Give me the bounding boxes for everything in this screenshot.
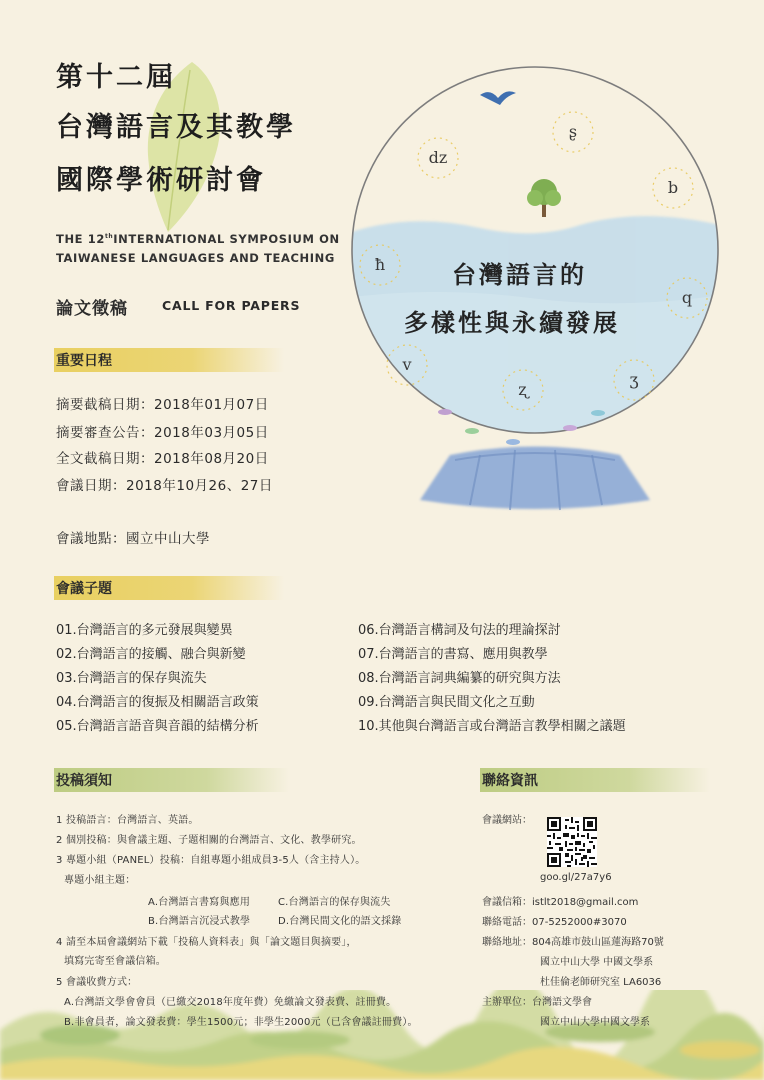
submission-heading: 投稿須知 [54,768,289,792]
submission-line-4: 4 請至本屆會議網站下載「投稿人資料表」與「論文題目與摘要」， [56,937,357,948]
title-line-3: 國際學術研討會 [56,165,266,196]
panel-topic-a: A.台灣語言書寫與應用 [148,897,251,908]
topic-07: 07.台灣語言的書寫、應用與教學 [358,647,548,662]
organizer: 主辦單位：台灣語文學會 [482,997,592,1008]
topic-02: 02.台灣語言的接觸、融合與新變 [56,647,246,662]
phonetic-symbol-z-retroflex: ʐ [518,380,528,399]
venue: 會議地點：國立中山大學 [56,531,210,547]
contact-heading: 聯絡資訊 [480,768,710,792]
contact-address-dept: 國立中山大學 中國文學系 [540,957,654,968]
phonetic-symbol-h-bar: ħ [374,255,386,274]
panel-topic-c: C.台灣語言的保存與流失 [278,897,391,908]
panel-topic-b: B.台灣語言沉浸式教學 [148,916,251,927]
topic-10: 10.其他與台灣語言或台灣語言教學相關之議題 [358,719,626,734]
topic-04: 04.台灣語言的復振及相關語言政策 [56,695,259,710]
phonetic-symbol-q: q [681,288,693,307]
topics-heading: 會議子題 [54,576,284,600]
panel-topic-d: D.台灣民間文化的語文採錄 [278,916,402,927]
contact-email[interactable]: 會議信箱：istlt2018@gmail.com [482,897,639,908]
phonetic-symbol-v: v [402,355,412,374]
title-line-2: 台灣語言及其教學 [56,112,296,143]
topic-06: 06.台灣語言構詞及句法的理論探討 [358,623,561,638]
title-line-1: 第十二屆 [56,62,176,93]
website-label: 會議網站： [482,815,532,826]
phonetic-symbol-dz: dz [428,148,448,167]
topic-01: 01.台灣語言的多元發展與變異 [56,623,233,638]
phonetic-symbol-ezh: ʒ [629,370,639,389]
topic-05: 05.台灣語言語音與音韻的結構分析 [56,719,259,734]
submission-line-3: 3 專題小組（PANEL）投稿：自組專題小組成員3-5人（含主持人）。 [56,855,366,866]
date-conference: 會議日期：2018年10月26、27日 [56,478,273,494]
submission-line-2: 2 個別投稿：與會議主題、子題相關的台灣語言、文化、教學研究。 [56,835,362,846]
phonetic-symbol-s-retroflex: ʂ [568,122,578,141]
contact-address: 聯絡地址：804高雄市鼓山區蓮海路70號 [482,937,664,948]
fee-members: A.台灣語文學會會員（已繳交2018年度年費）免繳論文發表費、註冊費。 [64,997,397,1008]
english-title-line-1: THE 12thINTERNATIONAL SYMPOSIUM ON [56,232,340,246]
short-url[interactable]: goo.gl/27a7y6 [540,872,612,883]
contact-phone: 聯絡電話：07-5252000#3070 [482,917,627,928]
qr-code[interactable] [547,817,597,867]
fee-non-members: B.非會員者，論文發表費：學生1500元；非學生2000元（已含會議註冊費）。 [64,1017,418,1028]
date-review-announcement: 摘要審查公告：2018年03月05日 [56,425,269,441]
submission-line-4b: 填寫完寄至會議信箱。 [64,956,166,967]
call-for-papers-chinese: 論文徵稿 [56,299,128,319]
topic-09: 09.台灣語言與民間文化之互動 [358,695,535,710]
theme-line-2: 多樣性與永續發展 [404,309,620,337]
english-title-line-2: TAIWANESE LANGUAGES AND TEACHING [56,251,335,265]
call-for-papers-english: CALL FOR PAPERS [162,298,301,313]
date-abstract-deadline: 摘要截稿日期：2018年01月07日 [56,397,269,413]
dates-heading: 重要日程 [54,348,284,372]
topic-08: 08.台灣語言詞典編纂的研究與方法 [358,671,561,686]
theme-line-1: 台灣語言的 [452,261,587,289]
organizer-2: 國立中山大學中國文學系 [540,1017,650,1028]
topic-03: 03.台灣語言的保存與流失 [56,671,207,686]
date-fullpaper-deadline: 全文截稿日期：2018年08月20日 [56,451,269,467]
contact-address-office: 杜佳倫老師研究室 LA6036 [540,977,662,988]
panel-topics-label: 專題小組主題： [64,875,136,886]
submission-line-1: 1 投稿語言：台灣語言、英語。 [56,815,199,826]
submission-line-5: 5 會議收費方式： [56,977,138,988]
phonetic-symbol-b: b [667,178,679,197]
